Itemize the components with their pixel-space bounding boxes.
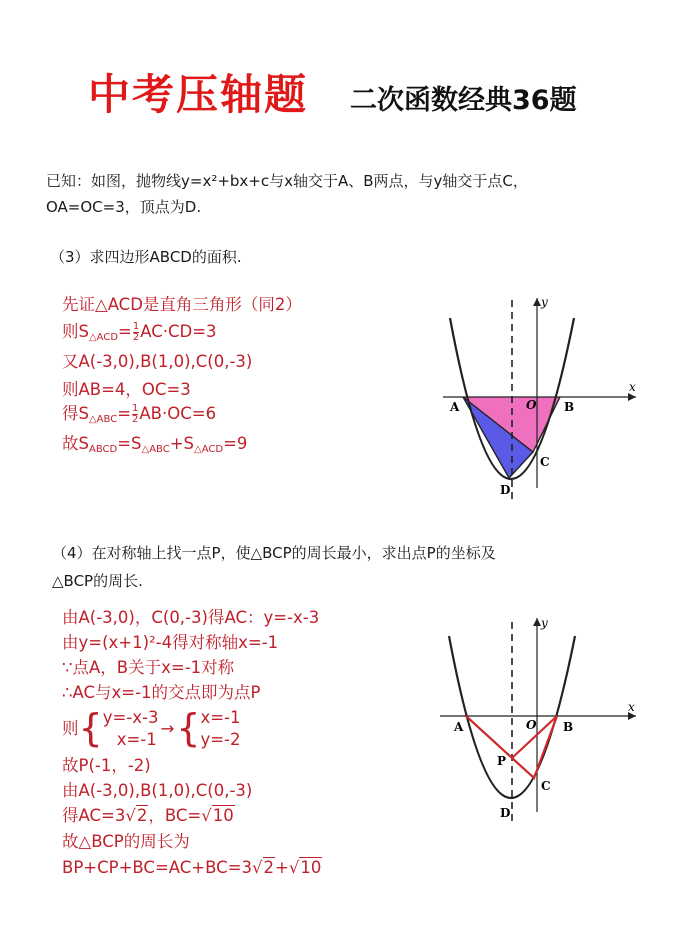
q3-s5-num: 1 (132, 403, 139, 414)
q4-s5-system-right (200, 707, 240, 752)
q3-s6-sub3: △ACD (194, 444, 224, 455)
q4-s5-arrow: → (160, 718, 175, 738)
q4-s5-brace-left: { (78, 706, 103, 750)
q4-step-8 (62, 806, 235, 826)
q4-s5-brace-right: { (176, 706, 201, 750)
figure-1-area (430, 290, 650, 510)
y-axis-arrow (533, 298, 541, 306)
q4-step-2: 由y=(x+1)²-4得对称轴x=-1 (62, 633, 279, 652)
q3-s6-post: =9 (223, 434, 248, 453)
q3-s5-pre: 得S (62, 404, 89, 423)
q4-s10-sqrt-1: √2 (251, 858, 274, 877)
x-axis-label: x (628, 700, 635, 714)
point-a-label: A (454, 720, 464, 734)
q3-step-2 (62, 322, 217, 344)
point-a-label: A (450, 400, 460, 414)
point-o-label: O (526, 718, 537, 732)
q3-s5-den: 2 (132, 414, 139, 425)
q3-s5-eq: = (117, 404, 132, 423)
q4-s10-root2: 10 (300, 858, 322, 877)
q3-s2-eq: = (118, 322, 132, 341)
q3-step-1: 先证△ACD是直角三角形（同2） (62, 295, 302, 314)
y-axis-arrow (533, 618, 541, 626)
q3-s2-den: 2 (132, 332, 140, 343)
q4-s5-eq1: y=-x-3 (102, 707, 159, 727)
q4-s5-eq3: x=-1 (200, 707, 241, 727)
q4-s5-eq2: x=-1 (116, 729, 157, 749)
q4-s10-sqrt-2: √10 (288, 858, 322, 877)
q4-step-7: 由A(-3,0),B(1,0),C(0,-3) (62, 781, 253, 800)
q4-s8-sqrt-1: √2 (125, 806, 148, 825)
q3-step-3: 又A(-3,0),B(1,0),C(0,-3) (62, 352, 253, 371)
q4-s10-root1: 2 (263, 858, 274, 877)
y-axis-label: y (541, 295, 548, 309)
q4-step-3: ∵点A，B关于x=-1对称 (62, 658, 235, 677)
point-c-label: C (541, 779, 551, 793)
point-d-label: D (500, 806, 511, 820)
figure-2-area (430, 610, 650, 830)
q3-s2-frac (133, 322, 139, 343)
q3-s6-mid1: =S (117, 434, 142, 453)
point-c-label: C (540, 455, 550, 469)
q3-s6-pre: 故S (62, 434, 89, 453)
q4-s5-label: 则 (62, 718, 79, 738)
q3-s6-mid2: +S (169, 434, 195, 453)
q3-step-5 (62, 404, 216, 426)
q4-step-10 (62, 858, 322, 878)
q3-s6-sub2: △ABC (141, 444, 170, 455)
q3-s6-sub1: ABCD (88, 444, 118, 455)
y-axis-label: y (541, 616, 548, 630)
q3-s5-sub: △ABC (88, 414, 118, 425)
q4-s8-pre: 得AC=3 (62, 806, 126, 825)
q3-s2-pre: 则S (62, 322, 89, 341)
q4-s8-mid: ，BC= (148, 806, 202, 825)
point-d-label: D (500, 483, 511, 497)
q4-step-5-system (62, 706, 241, 752)
page-subtitle: 二次函数经典36题 (350, 85, 577, 116)
x-axis-arrow (628, 393, 636, 401)
q3-s5-frac (132, 404, 138, 425)
q3-question: （3）求四边形ABCD的面积. (50, 248, 242, 266)
point-o-label: O (526, 398, 537, 412)
q4-step-9: 故△BCP的周长为 (62, 832, 190, 851)
page-title: 中考压轴题 (88, 70, 309, 119)
q4-question-line-2: △BCP的周长. (52, 572, 143, 590)
point-b-label: B (563, 720, 574, 734)
point-p-label: P (497, 754, 507, 768)
q4-s5-system-left (103, 707, 159, 752)
q3-s2-sub: △ACD (88, 332, 119, 343)
q3-s5-post: AB·OC=6 (139, 404, 217, 423)
point-b-label: B (564, 400, 575, 414)
q4-s5-eq4: y=-2 (200, 729, 241, 749)
problem-line-1: 已知：如图，抛物线y=x²+bx+c与x轴交于A、B两点，与y轴交于点C， (46, 172, 528, 190)
q4-s8-root1: 2 (136, 806, 148, 825)
problem-line-2: OA=OC=3，顶点为D. (46, 198, 202, 216)
q4-s10-pre: BP+CP+BC=AC+BC=3 (62, 858, 252, 877)
q4-s8-root2: 10 (212, 806, 234, 825)
q3-step-4: 则AB=4，OC=3 (62, 380, 191, 399)
q4-s10-mid: + (275, 858, 289, 877)
q3-step-6 (62, 434, 247, 456)
q3-s2-num: 1 (132, 321, 140, 332)
q4-step-4: ∴AC与x=-1的交点即为点P (62, 683, 261, 702)
x-axis-label: x (629, 380, 636, 394)
q4-s8-sqrt-2: √10 (201, 806, 234, 825)
q4-step-6: 故P(-1，-2) (62, 756, 151, 775)
q4-question-line-1: （4）在对称轴上找一点P，使△BCP的周长最小，求出点P的坐标及 (52, 544, 496, 562)
q3-s2-post: AC·CD=3 (140, 322, 217, 341)
q4-step-1: 由A(-3,0)，C(0,-3)得AC：y=-x-3 (62, 608, 320, 627)
